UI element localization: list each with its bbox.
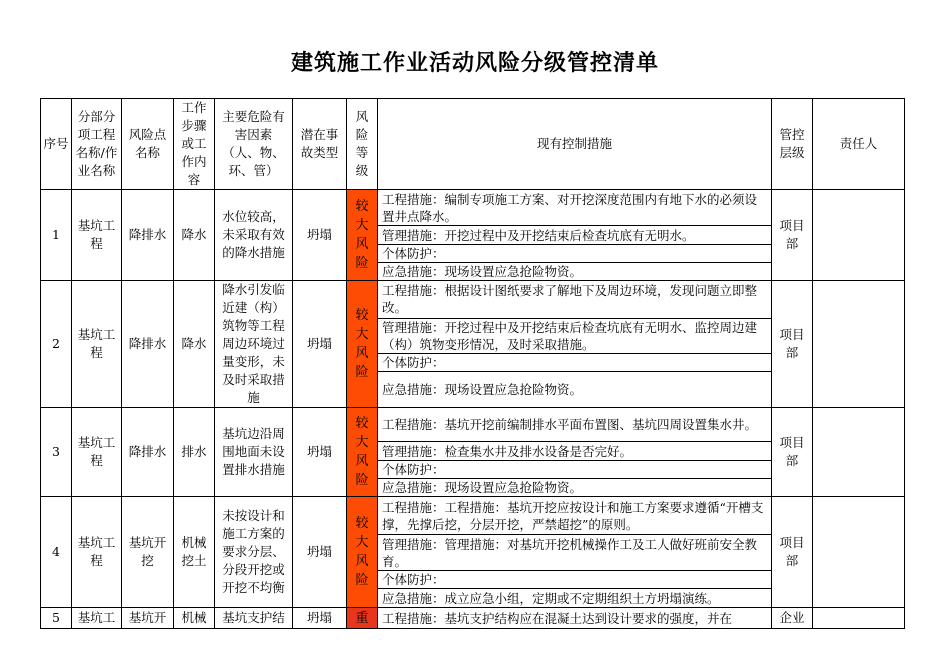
cell-accident: 坍塌 xyxy=(293,497,347,608)
cell-risk-point: 基坑开挖 xyxy=(122,497,174,608)
cell-measure-engineering: 工程措施：根据设计图纸要求了解地下及周边环境，发现问题立即整改。 xyxy=(378,281,772,319)
cell-control-level: 项目部 xyxy=(772,281,813,408)
cell-hazard: 基坑支护结 xyxy=(215,608,293,629)
cell-seq: 1 xyxy=(41,190,72,281)
cell-work: 基坑工程 xyxy=(72,281,122,408)
cell-risk-level: 较大风险 xyxy=(347,281,378,408)
table-row xyxy=(41,190,905,226)
table-row xyxy=(41,408,905,442)
cell-step: 排水 xyxy=(174,408,215,497)
cell-measure-ppe: 个体防护： xyxy=(378,571,772,589)
cell-step: 机械挖土 xyxy=(174,497,215,608)
cell-owner xyxy=(813,408,905,497)
cell-measure-management: 管理措施：开挖过程中及开挖结束后检查坑底有无明水。 xyxy=(378,226,772,245)
cell-work: 基坑工程 xyxy=(72,190,122,281)
cell-measure-engineering: 工程措施：基坑支护结构应在混凝土达到设计要求的强度，并在 xyxy=(378,608,772,629)
risk-control-table xyxy=(40,98,905,629)
cell-control-level: 项目部 xyxy=(772,497,813,608)
cell-control-level: 企业 xyxy=(772,608,813,629)
header-owner: 责任人 xyxy=(813,99,905,190)
cell-measure-emergency: 应急措施：现场设置应急抢险物资。 xyxy=(378,263,772,281)
cell-accident: 坍塌 xyxy=(293,608,347,629)
cell-work: 基坑工程 xyxy=(72,408,122,497)
cell-accident: 坍塌 xyxy=(293,408,347,497)
cell-work: 基坑工 xyxy=(72,608,122,629)
header-measures: 现有控制措施 xyxy=(378,99,772,190)
cell-measure-ppe: 个体防护： xyxy=(378,461,772,479)
cell-control-level: 项目部 xyxy=(772,408,813,497)
cell-risk-level: 重 xyxy=(347,608,378,629)
cell-hazard: 水位较高，未采取有效的降水措施 xyxy=(215,190,293,281)
cell-step: 机械 xyxy=(174,608,215,629)
cell-step: 降水 xyxy=(174,190,215,281)
cell-measure-ppe: 个体防护： xyxy=(378,245,772,263)
cell-seq: 5 xyxy=(41,608,72,629)
cell-accident: 坍塌 xyxy=(293,190,347,281)
cell-measure-emergency: 应急措施：成立应急小组，定期或不定期组织土方坍塌演练。 xyxy=(378,589,772,608)
cell-work: 基坑工程 xyxy=(72,497,122,608)
cell-measure-engineering: 工程措施：编制专项施工方案、对开挖深度范围内有地下水的必须设置井点降水。 xyxy=(378,190,772,226)
cell-measure-engineering: 工程措施：基坑开挖前编制排水平面布置图、基坑四周设置集水井。 xyxy=(378,408,772,442)
header-risk-point: 风险点名称 xyxy=(122,99,174,190)
cell-measure-management: 管理措施：开挖过程中及开挖结束后检查坑底有无明水、监控周边建（构）筑物变形情况，及时采取措施。 xyxy=(378,318,772,354)
cell-measure-emergency: 应急措施：现场设置应急抢险物资。 xyxy=(378,372,772,408)
cell-risk-point: 降排水 xyxy=(122,408,174,497)
cell-risk-point: 基坑开 xyxy=(122,608,174,629)
cell-owner xyxy=(813,608,905,629)
cell-measure-engineering: 工程措施：工程措施：基坑开挖应按设计和施工方案要求遵循“开槽支撑，先撑后挖，分层开挖，严禁超挖”的原则。 xyxy=(378,497,772,535)
cell-risk-level: 较大风险 xyxy=(347,497,378,608)
cell-seq: 4 xyxy=(41,497,72,608)
cell-measure-emergency: 应急措施：现场设置应急抢险物资。 xyxy=(378,479,772,497)
cell-seq: 2 xyxy=(41,281,72,408)
table-row xyxy=(41,497,905,535)
table-header-row xyxy=(41,99,905,190)
cell-risk-level: 较大风险 xyxy=(347,408,378,497)
table-row xyxy=(41,608,905,629)
cell-accident: 坍塌 xyxy=(293,281,347,408)
cell-measure-management: 管理措施：检查集水井及排水设备是否完好。 xyxy=(378,442,772,461)
cell-risk-point: 降排水 xyxy=(122,190,174,281)
header-step: 工作步骤或工作内容 xyxy=(174,99,215,190)
header-hazard: 主要危险有害因素（人、物、环、管） xyxy=(215,99,293,190)
cell-hazard: 降水引发临近建（构）筑物等工程周边环境过量变形，未及时采取措施 xyxy=(215,281,293,408)
cell-control-level: 项目部 xyxy=(772,190,813,281)
header-accident: 潜在事故类型 xyxy=(293,99,347,190)
table-row xyxy=(41,281,905,319)
cell-step: 降水 xyxy=(174,281,215,408)
cell-owner xyxy=(813,497,905,608)
cell-measure-management: 管理措施：管理措施：对基坑开挖机械操作工及工人做好班前安全教育。 xyxy=(378,535,772,571)
cell-risk-level: 较大风险 xyxy=(347,190,378,281)
document-title: 建筑施工作业活动风险分级管控清单 xyxy=(290,51,659,76)
cell-hazard: 未按设计和施工方案的要求分层、分段开挖或开挖不均衡 xyxy=(215,497,293,608)
header-level: 风险等级 xyxy=(347,99,378,190)
header-work: 分部分项工程名称/作业名称 xyxy=(72,99,122,190)
cell-hazard: 基坑边沿周围地面未设置排水措施 xyxy=(215,408,293,497)
header-seq: 序号 xyxy=(41,99,72,190)
cell-risk-point: 降排水 xyxy=(122,281,174,408)
cell-seq: 3 xyxy=(41,408,72,497)
cell-measure-ppe: 个体防护： xyxy=(378,354,772,372)
cell-owner xyxy=(813,281,905,408)
header-control: 管控层级 xyxy=(772,99,813,190)
cell-owner xyxy=(813,190,905,281)
